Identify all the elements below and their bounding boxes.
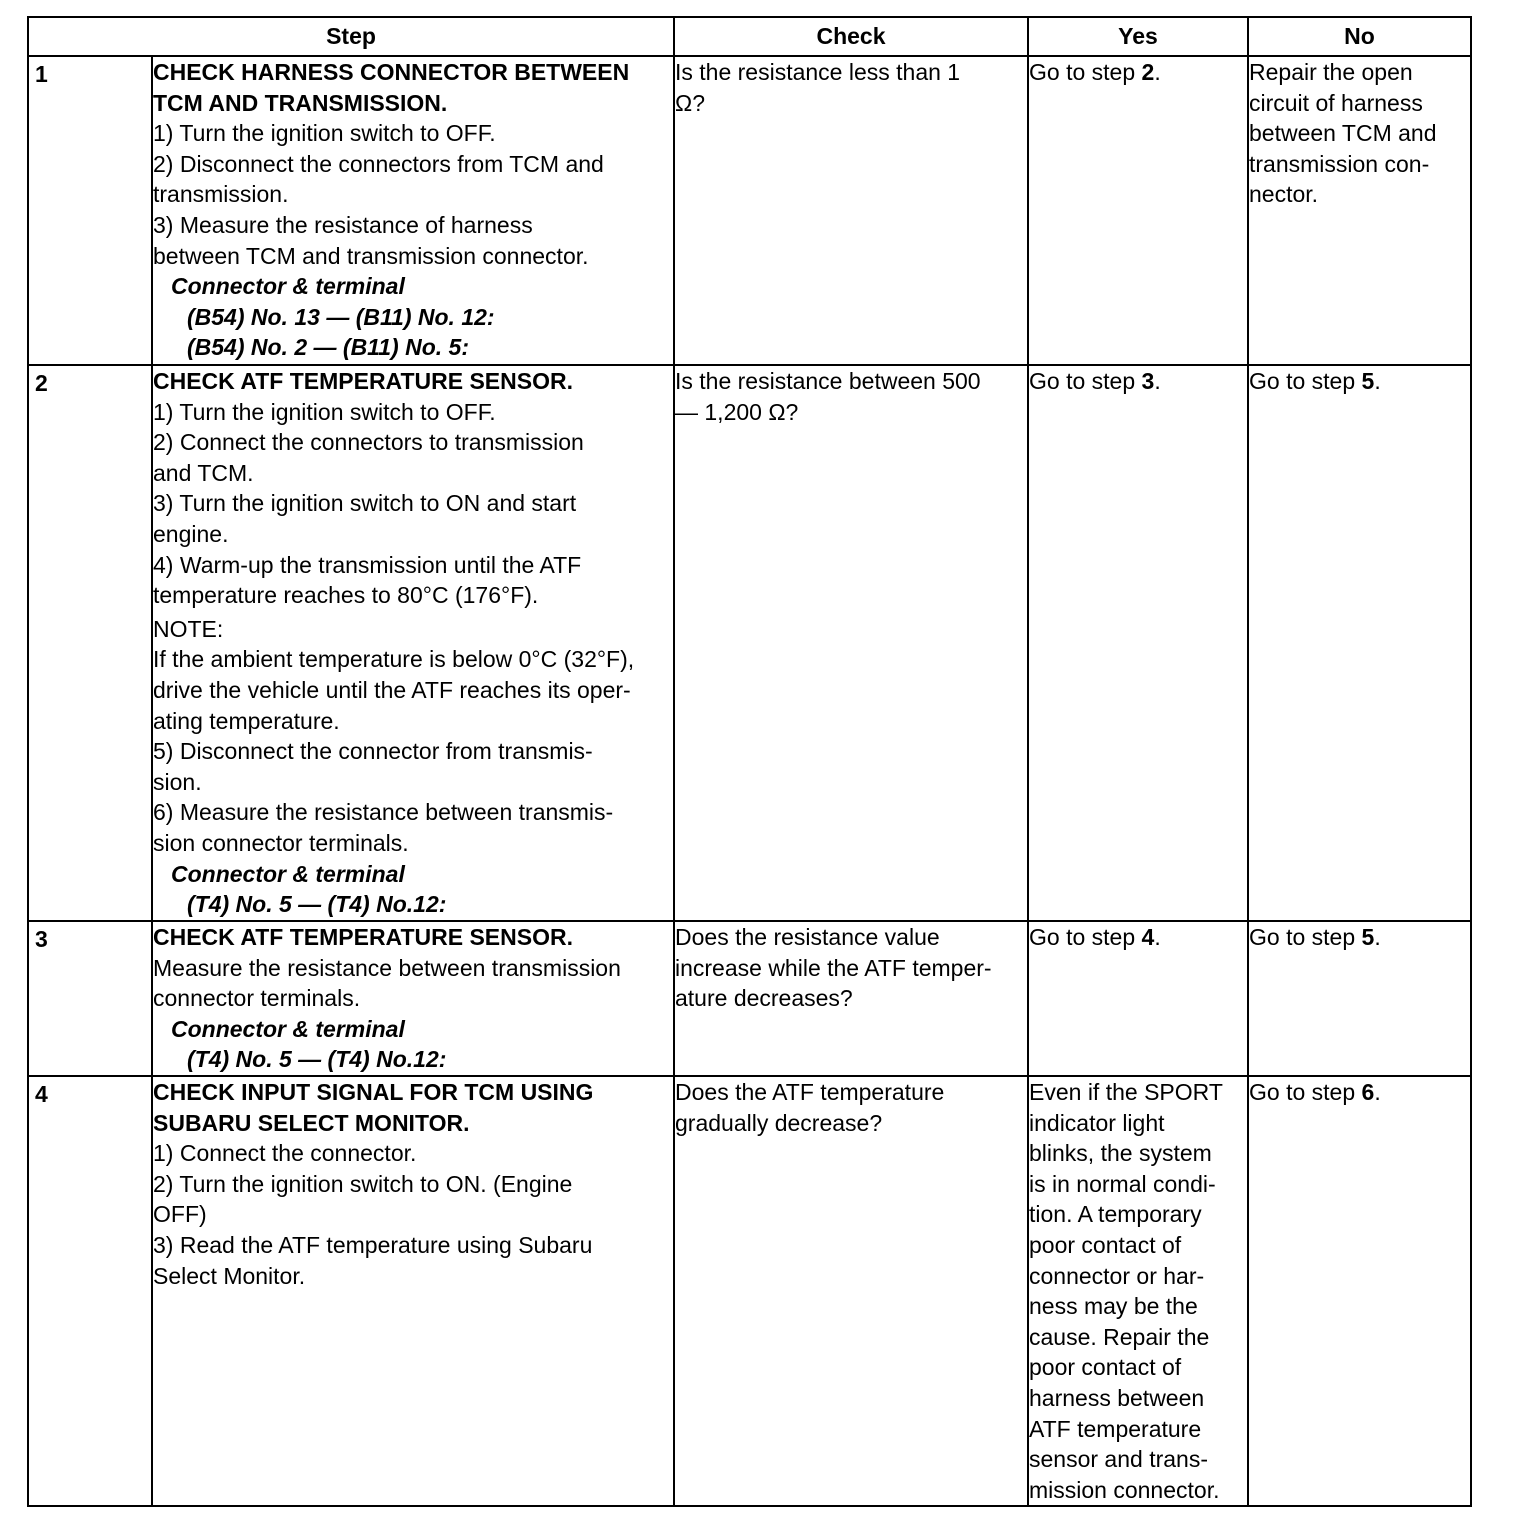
no-step-number: 5 <box>1361 924 1375 950</box>
step-line: Measure the resistance between transmission <box>153 954 621 981</box>
no-text: Go to step <box>1249 924 1362 950</box>
no-step-number: 6 <box>1361 1079 1375 1105</box>
no-line: nector. <box>1249 181 1319 208</box>
note-label: NOTE: <box>153 615 224 642</box>
table-row <box>28 56 1471 365</box>
yes-line: is in normal condi- <box>1029 1170 1216 1197</box>
check-line: Is the resistance less than 1 <box>675 59 961 85</box>
yes-cell <box>1028 365 1248 921</box>
note-line: If the ambient temperature is below 0°C (32°F), <box>153 646 635 673</box>
step-line: 4) Warm-up the transmission until the ATF <box>153 551 582 578</box>
connector-value: (T4) No. 5 — (T4) No.12: <box>187 1046 447 1073</box>
step-line: temperature reaches to 80°C (176°F). <box>153 582 539 609</box>
yes-suffix: . <box>1154 368 1161 394</box>
yes-cell <box>1028 921 1248 1076</box>
step-number: 2 <box>28 365 152 921</box>
connector-value: (T4) No. 5 — (T4) No.12: <box>187 891 447 918</box>
step-line: OFF) <box>153 1201 207 1228</box>
step-line: between TCM and transmission connector. <box>153 242 589 269</box>
no-suffix: . <box>1374 368 1381 394</box>
connector-label: Connector & terminal <box>171 273 405 300</box>
step-title: CHECK ATF TEMPERATURE SENSOR. <box>153 924 573 950</box>
step-title: TCM AND TRANSMISSION. <box>153 89 448 116</box>
step-line: 1) Turn the ignition switch to OFF. <box>153 120 496 147</box>
no-text: Go to step <box>1249 1079 1362 1105</box>
yes-line: connector or har- <box>1029 1262 1205 1289</box>
step-line: 2) Connect the connectors to transmission <box>153 429 584 456</box>
yes-line: poor contact of <box>1029 1354 1182 1381</box>
step-number: 1 <box>28 56 152 365</box>
yes-line: harness between <box>1029 1384 1205 1411</box>
no-line: Repair the open <box>1249 59 1413 85</box>
yes-line: indicator light <box>1029 1109 1165 1136</box>
yes-step-number: 3 <box>1141 368 1155 394</box>
step-line: 6) Measure the resistance between transmis- <box>153 799 614 826</box>
no-cell <box>1248 1076 1471 1506</box>
yes-cell <box>1028 1076 1248 1506</box>
step-title: CHECK ATF TEMPERATURE SENSOR. <box>153 368 573 394</box>
table-row <box>28 1076 1471 1506</box>
yes-line: sensor and trans- <box>1029 1446 1208 1473</box>
step-line: connector terminals. <box>153 985 361 1012</box>
step-line: 3) Read the ATF temperature using Subaru <box>153 1231 593 1258</box>
no-line: transmission con- <box>1249 150 1430 177</box>
no-line: circuit of harness <box>1249 89 1423 116</box>
step-line: Select Monitor. <box>153 1262 306 1289</box>
check-line: — 1,200 Ω? <box>675 398 799 425</box>
connector-value: (B54) No. 2 — (B11) No. 5: <box>187 334 469 361</box>
step-cell <box>152 365 674 921</box>
header-row <box>28 17 1471 56</box>
step-title: CHECK HARNESS CONNECTOR BETWEEN <box>153 59 630 85</box>
step-title: SUBARU SELECT MONITOR. <box>153 1109 470 1136</box>
step-line: 1) Connect the connector. <box>153 1140 417 1167</box>
connector-value: (B54) No. 13 — (B11) No. 12: <box>187 303 495 330</box>
check-line: Does the resistance value <box>675 924 940 950</box>
table-row <box>28 365 1471 921</box>
yes-text: Go to step <box>1029 59 1142 85</box>
no-cell <box>1248 921 1471 1076</box>
no-step-number: 5 <box>1361 368 1375 394</box>
check-line: Is the resistance between 500 <box>675 368 981 394</box>
no-suffix: . <box>1374 924 1381 950</box>
note-line: ating temperature. <box>153 707 340 734</box>
yes-suffix: . <box>1154 59 1161 85</box>
note-line: drive the vehicle until the ATF reaches its oper- <box>153 676 631 703</box>
yes-step-number: 2 <box>1141 59 1155 85</box>
step-cell <box>152 921 674 1076</box>
step-line: 5) Disconnect the connector from transmis- <box>153 738 593 765</box>
check-cell <box>674 56 1028 365</box>
no-suffix: . <box>1374 1079 1381 1105</box>
step-line: transmission. <box>153 181 289 208</box>
header-step: Step <box>28 17 674 56</box>
check-cell <box>674 921 1028 1076</box>
yes-line: cause. Repair the <box>1029 1323 1210 1350</box>
table-row <box>28 921 1471 1076</box>
step-line: and TCM. <box>153 459 254 486</box>
no-text: Go to step <box>1249 368 1362 394</box>
no-cell <box>1248 56 1471 365</box>
yes-line: tion. A temporary <box>1029 1201 1202 1228</box>
step-number: 3 <box>28 921 152 1076</box>
step-line: sion. <box>153 768 202 795</box>
diagnostic-table <box>27 16 1472 1507</box>
step-line: 3) Turn the ignition switch to ON and start <box>153 490 577 517</box>
connector-label: Connector & terminal <box>171 1015 405 1042</box>
yes-text: Go to step <box>1029 368 1142 394</box>
check-line: gradually decrease? <box>675 1109 883 1136</box>
check-line: ature decreases? <box>675 985 853 1012</box>
check-cell <box>674 1076 1028 1506</box>
step-line: 2) Turn the ignition switch to ON. (Engine <box>153 1170 573 1197</box>
yes-suffix: . <box>1154 924 1161 950</box>
yes-line: poor contact of <box>1029 1231 1182 1258</box>
yes-line: blinks, the system <box>1029 1140 1212 1167</box>
step-line: engine. <box>153 520 229 547</box>
yes-text: Go to step <box>1029 924 1142 950</box>
check-line: Ω? <box>675 89 705 116</box>
step-cell <box>152 56 674 365</box>
step-cell <box>152 1076 674 1506</box>
check-line: Does the ATF temperature <box>675 1079 945 1105</box>
header-check: Check <box>674 17 1028 56</box>
step-number: 4 <box>28 1076 152 1506</box>
yes-step-number: 4 <box>1141 924 1155 950</box>
yes-line: mission connector. <box>1029 1476 1220 1503</box>
header-no: No <box>1248 17 1471 56</box>
connector-label: Connector & terminal <box>171 860 405 887</box>
yes-line: ATF temperature <box>1029 1415 1202 1442</box>
check-line: increase while the ATF temper- <box>675 954 992 981</box>
step-title: CHECK INPUT SIGNAL FOR TCM USING <box>153 1079 594 1105</box>
step-line: 3) Measure the resistance of harness <box>153 211 533 238</box>
step-line: 1) Turn the ignition switch to OFF. <box>153 398 496 425</box>
header-yes: Yes <box>1028 17 1248 56</box>
no-cell <box>1248 365 1471 921</box>
yes-line: ness may be the <box>1029 1293 1198 1320</box>
yes-cell <box>1028 56 1248 365</box>
step-line: 2) Disconnect the connectors from TCM and <box>153 150 604 177</box>
yes-line: Even if the SPORT <box>1029 1079 1223 1105</box>
step-line: sion connector terminals. <box>153 829 409 856</box>
no-line: between TCM and <box>1249 120 1437 147</box>
check-cell <box>674 365 1028 921</box>
